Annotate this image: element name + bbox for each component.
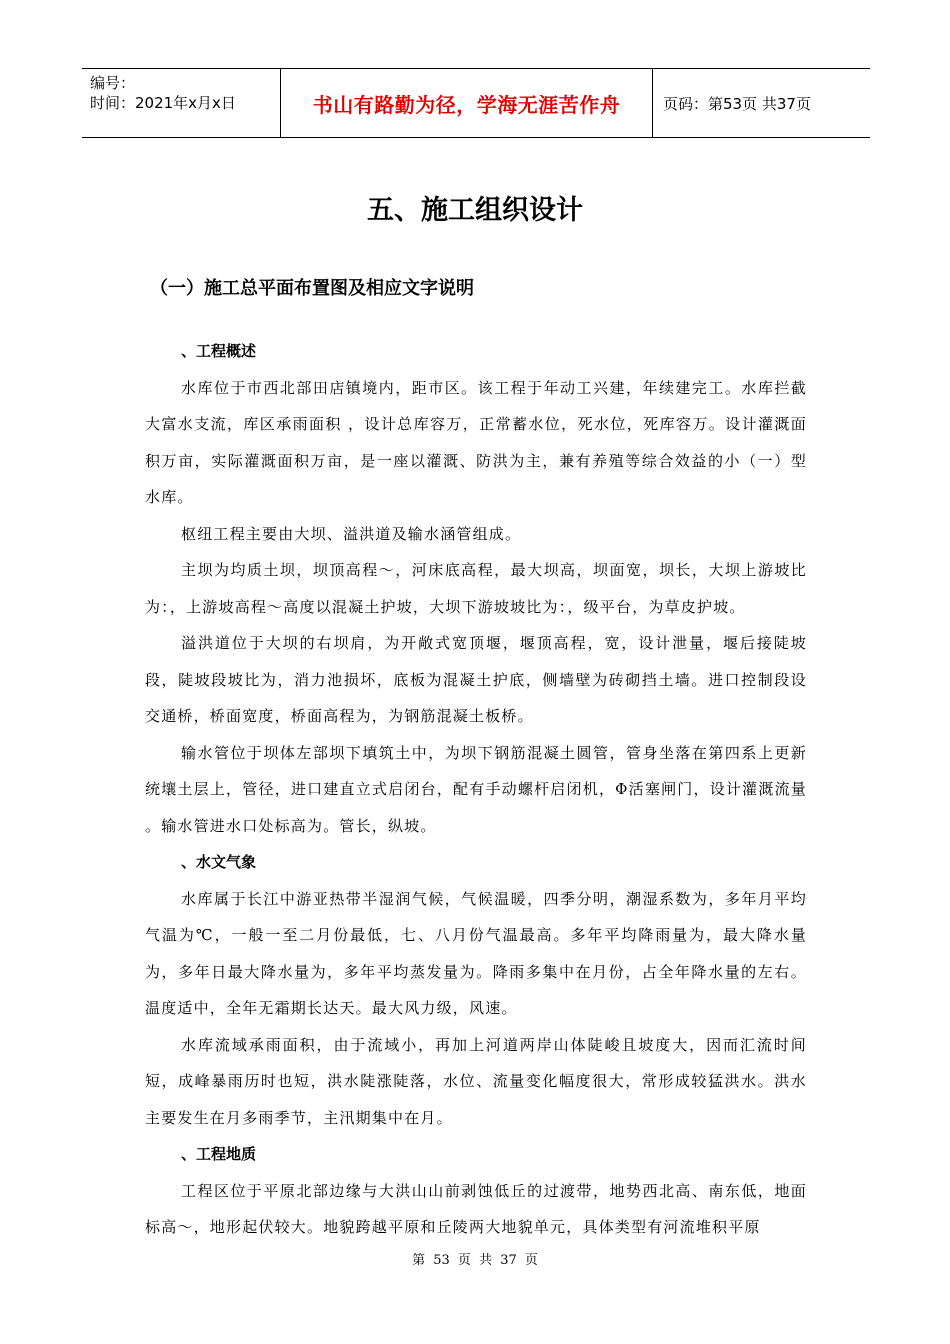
number-label: 编号： xyxy=(90,74,136,92)
document-body xyxy=(145,333,807,1246)
paragraph: 枢纽工程主要由大坝、溢洪道及输水涵管组成。 xyxy=(181,524,522,543)
slogan: 书山有路勤为径，学海无涯苦作舟 xyxy=(312,92,621,117)
heading-overview: 、工程概述 xyxy=(181,342,257,360)
section-title: （一）施工总平面布置图及相应文字说明 xyxy=(150,278,474,299)
paragraph: 工程区位于平原北部边缘与大洪山山前剥蚀低丘的过渡带，地势西北高、南东低，地面标高～，地形起伏较大。地貌跨越平原和丘陵两大地貌单元，具体类型有河流堆积平原 xyxy=(145,1181,807,1236)
time-label: 时间：2021年x月x日 xyxy=(90,94,236,112)
header-meta xyxy=(82,69,281,137)
header-table xyxy=(82,68,870,138)
paragraph: 溢洪道位于大坝的右坝肩，为开敞式宽顶堰，堰顶高程，宽，设计泄量，堰后接陡坡段，陡坡段坡比为，消力池损坏，底板为混凝土护底，侧墙壁为砖砌挡土墙。进口控制段设交通桥，桥面宽度，桥面高程为，为钢筋混凝土板桥。 xyxy=(145,634,807,725)
page-footer: 第 53 页 共 37 页 xyxy=(412,1253,538,1268)
paragraph: 水库流域承雨面积，由于流域小，再加上河道两岸山体陡峻且坡度大，因而汇流时间短，成峰暴雨历时也短，洪水陡涨陡落，水位、流量变化幅度很大，常形成较猛洪水。洪水主要发生在月多雨季节，主汛期集中在月。 xyxy=(145,1035,807,1127)
heading-geology: 、工程地质 xyxy=(181,1145,257,1163)
page-title: 五、施工组织设计 xyxy=(367,195,583,226)
heading-hydrology: 、水文气象 xyxy=(181,853,257,871)
paragraph: 水库属于长江中游亚热带半湿润气候，气候温暖，四季分明，潮湿系数为，多年月平均气温为℃，一般一至二月份最低，七、八月份气温最高。多年平均降雨量为，最大降水量为，多年日最大降水量为，多年平均蒸发量为。降雨多集中在月份，占全年降水量的左右。温度适中，全年无霜期长达天。最大风力级，风速。 xyxy=(145,889,807,1017)
paragraph: 水库位于市西北部田店镇境内，距市区。该工程于年动工兴建，年续建完工。水库拦截大富水支流，库区承雨面积 ，设计总库容万，正常蓄水位，死水位，死库容万。设计灌溉面积万亩，实际灌溉面积万亩，是一座以灌溉、防洪为主，兼有养殖等综合效益的小（一）型水库。 xyxy=(145,378,807,506)
page-label: 页码：第53页 共37页 xyxy=(663,94,811,113)
header-slogan-cell xyxy=(281,69,653,137)
paragraph: 主坝为均质土坝，坝顶高程～，河床底高程，最大坝高，坝面宽，坝长，大坝上游坡比为：，上游坡高程～高度以混凝土护坡，大坝下游坡坡比为：，级平台，为草皮护坡。 xyxy=(145,561,807,616)
paragraph: 输水管位于坝体左部坝下填筑土中，为坝下钢筋混凝土圆管，管身坐落在第四系上更新统壤土层上，管径，进口建直立式启闭台，配有手动螺杆启闭机，Φ活塞闸门，设计灌溉流量 。输水管进水口处标高为。管长，纵坡。 xyxy=(145,743,807,835)
